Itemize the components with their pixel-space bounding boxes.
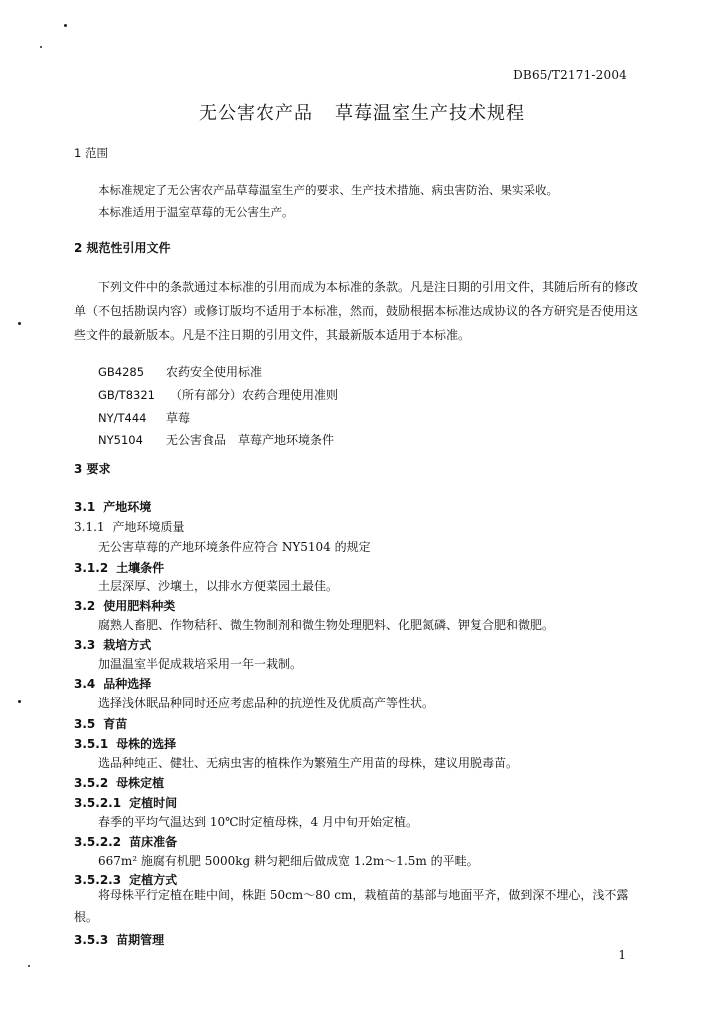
section-3-5-1-text: 选品种纯正、健壮、无病虫害的植株作为繁殖生产用苗的母株，建议用脱毒苗。: [98, 756, 519, 770]
section-3-5-2-3-text: 将母株平行定植在畦中间，株距 50cm～80 cm，栽植苗的基部与地面平齐，做到深不埋心，浅不露根。: [74, 888, 629, 924]
section-3-heading: 3 要求: [74, 462, 111, 476]
reference-title: 无公害食品 草莓产地环境条件: [166, 433, 335, 447]
scan-speck: [18, 700, 21, 703]
reference-code: GB4285: [98, 365, 145, 379]
scan-speck: [64, 24, 67, 27]
section-3-1-heading: 3.1 产地环境: [74, 500, 152, 514]
scan-speck: [18, 322, 21, 325]
reference-code: NY5104: [98, 433, 143, 447]
section-3-4-text: 选择浅休眠品种同时还应考虑品种的抗逆性及优质高产等性状。: [98, 696, 435, 710]
section-3-5-2-2-heading: 3.5.2.2 苗床准备: [74, 835, 178, 849]
section-2-paragraph-text: 下列文件中的条款通过本标准的引用而成为本标准的条款。凡是注日期的引用文件，其随后所有的修改单（不包括勘误内容）或修订版均不适用于本标准，然而，鼓励根据本标准达成协议的各方研究是否使用这些文件的最新版本。凡是不注日期的引用文件，其最新版本适用于本标准。: [74, 280, 639, 342]
section-3-5-2-heading: 3.5.2 母株定植: [74, 776, 165, 790]
title-right: 草莓温室生产技术规程: [335, 103, 525, 124]
reference-row: [98, 431, 334, 448]
section-3-5-3-heading: 3.5.3 苗期管理: [74, 933, 165, 947]
section-3-5-2-2-text: 667m² 施腐有机肥 5000kg 耕匀耙细后做成宽 1.2m～1.5m 的平畦。: [98, 854, 479, 868]
page-number: 1: [618, 948, 626, 962]
reference-row: [98, 409, 190, 426]
section-2-heading: 2 规范性引用文件: [74, 241, 171, 255]
reference-title: 草莓: [166, 411, 191, 425]
section-3-2-text: 腐熟人畜肥、作物秸秆、微生物制剂和微生物处理肥料、化肥氮磷、钾复合肥和微肥。: [98, 618, 555, 632]
section-3-3-text: 加温温室半促成栽培采用一年一栽制。: [98, 657, 303, 671]
section-3-4-heading: 3.4 品种选择: [74, 677, 152, 691]
standard-code: DB65/T2171-2004: [513, 68, 627, 82]
section-3-1-2-heading: 3.1.2 土壤条件: [74, 561, 165, 575]
reference-row: [98, 386, 338, 403]
document-title: [0, 99, 724, 125]
section-3-5-2-3-heading: 3.5.2.3 定植方式: [74, 873, 178, 887]
reference-row: [98, 363, 262, 380]
reference-title: 农药安全使用标准: [166, 365, 263, 379]
section-3-2-heading: 3.2 使用肥料种类: [74, 599, 176, 613]
reference-code: NY/T444: [98, 411, 147, 425]
section-3-5-2-1-text: 春季的平均气温达到 10℃时定植母株，4 月中旬开始定植。: [98, 815, 418, 829]
section-3-5-2-1-heading: 3.5.2.1 定植时间: [74, 796, 178, 810]
reference-title: （所有部分）农药合理使用准则: [170, 388, 339, 402]
section-3-3-heading: 3.3 栽培方式: [74, 638, 152, 652]
section-3-1-2-text: 土层深厚、沙壤土，以排水方便菜园土最佳。: [98, 579, 339, 593]
section-1-paragraph-2: 本标准适用于温室草莓的无公害生产。: [98, 205, 294, 219]
section-1-heading: 1 范围: [74, 146, 108, 160]
title-left: 无公害农产品: [199, 103, 313, 124]
scan-speck: [40, 46, 42, 48]
section-3-5-heading: 3.5 育苗: [74, 717, 128, 731]
scan-speck: [28, 965, 30, 967]
section-3-1-1-text: 无公害草莓的产地环境条件应符合 NY5104 的规定: [98, 540, 371, 554]
reference-code: GB/T8321: [98, 388, 155, 402]
section-1-paragraph-1: 本标准规定了无公害农产品草莓温室生产的要求、生产技术措施、病虫害防治、果实采收。: [98, 183, 558, 197]
section-3-5-1-heading: 3.5.1 母株的选择: [74, 737, 177, 751]
section-3-1-1-heading: 3.1.1 产地环境质量: [74, 520, 185, 534]
section-2-paragraph: [74, 275, 644, 347]
